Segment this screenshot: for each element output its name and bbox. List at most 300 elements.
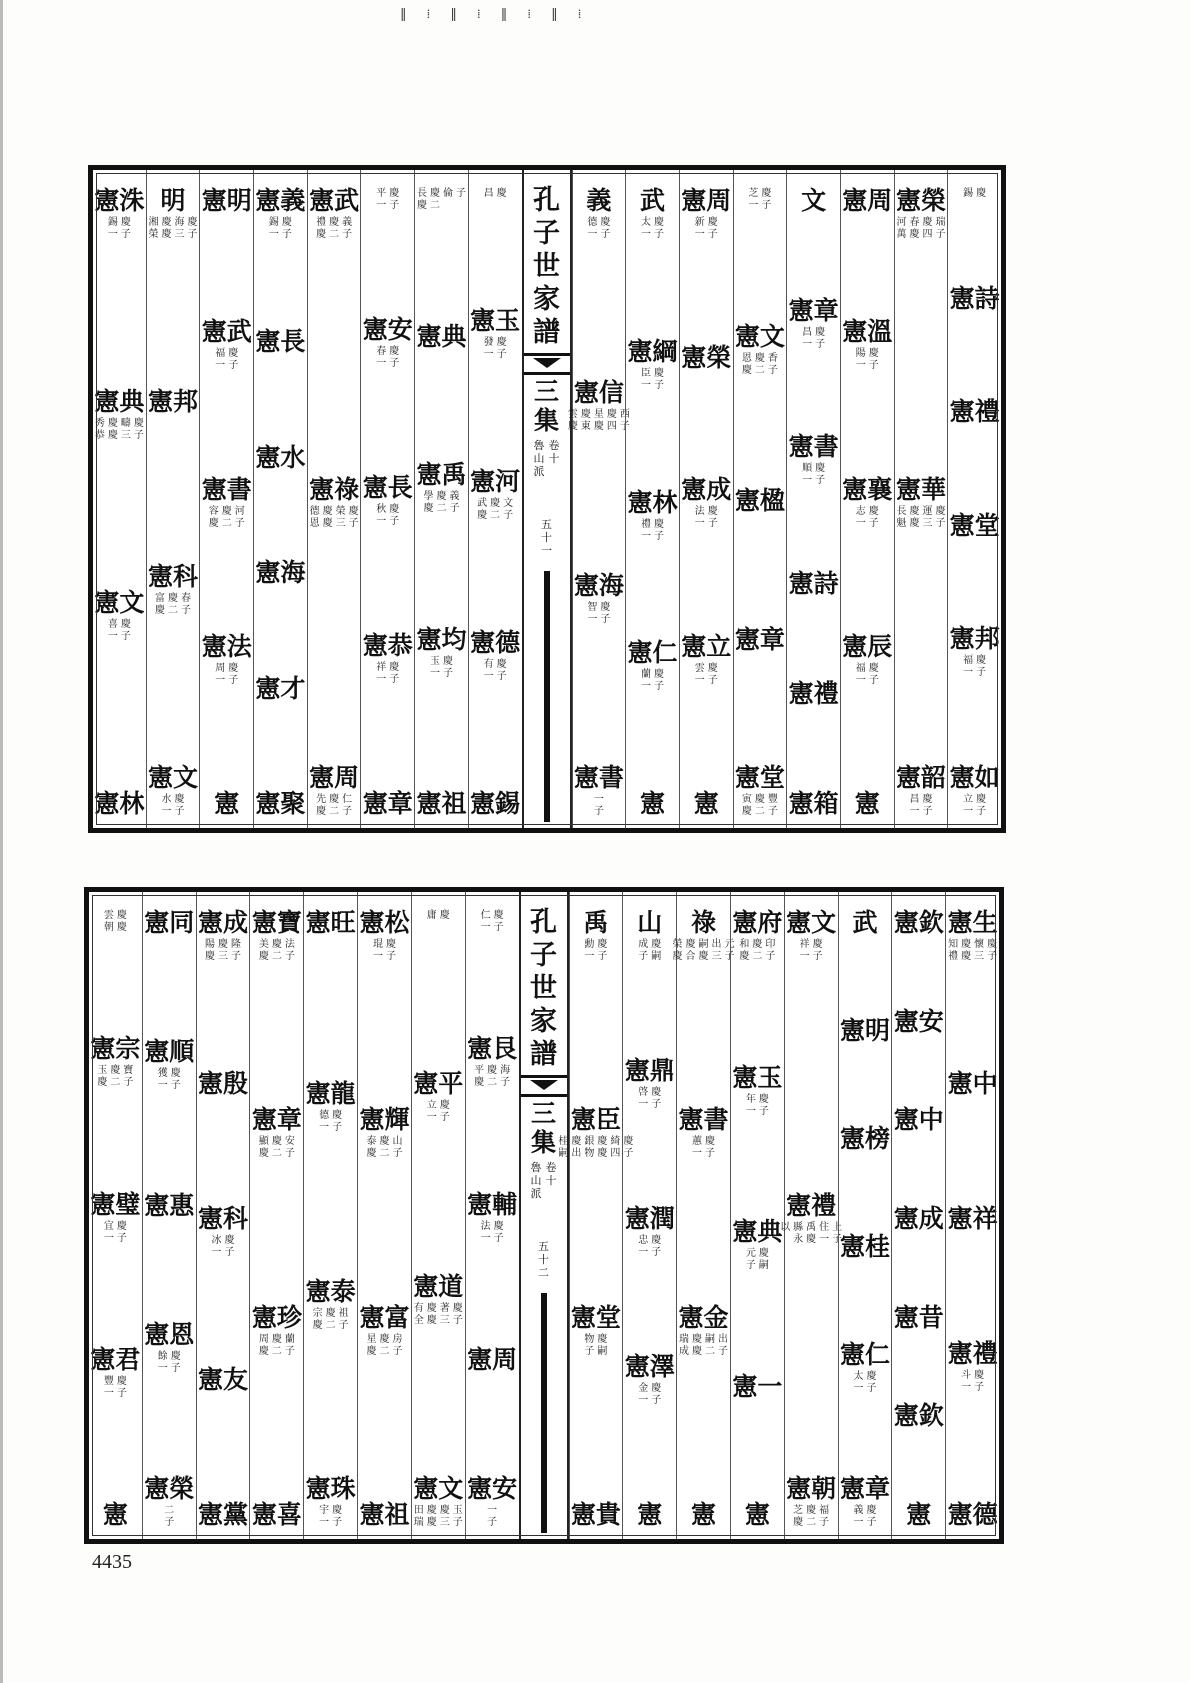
note-line: 慶子 xyxy=(761,188,772,211)
person-entry xyxy=(413,1474,463,1529)
lineage-note xyxy=(896,217,946,241)
person-name: 憲周 xyxy=(309,763,360,792)
person-name: 憲 xyxy=(693,789,719,818)
note-line: 海三 xyxy=(174,217,185,240)
lineage-note xyxy=(268,217,292,241)
person-name: 憲林 xyxy=(94,789,145,818)
note-line: 運三 xyxy=(922,505,933,529)
person-entry xyxy=(363,631,413,686)
note-line: 顯慶 xyxy=(258,1136,269,1160)
note-line: 法一 xyxy=(694,505,705,529)
person-entry xyxy=(894,1204,944,1233)
note-line: 慶 xyxy=(439,910,450,921)
lineage-note xyxy=(155,593,192,617)
note-line: 陽慶 xyxy=(205,939,216,962)
person-entry xyxy=(252,1500,302,1529)
lineage-note xyxy=(94,418,144,442)
lineage-note xyxy=(215,663,239,687)
note-line: 芝慶 xyxy=(793,1505,804,1528)
note-line: 慶慶 xyxy=(597,1136,608,1160)
note-line: 慶子 xyxy=(707,217,718,240)
person-entry xyxy=(376,186,400,212)
note-line: 蘭一 xyxy=(641,669,652,693)
note-line: 安子 xyxy=(284,1136,295,1160)
genealogy-column xyxy=(465,892,519,1539)
genealogy-column xyxy=(249,892,303,1539)
genealogy-column xyxy=(146,170,200,828)
note-line: 禮慶 xyxy=(316,217,327,240)
note-line: 湘榮 xyxy=(148,217,159,240)
genealogy-column xyxy=(786,170,840,828)
person-entry xyxy=(625,1352,675,1407)
center-title-column xyxy=(519,892,569,1539)
person-entry xyxy=(625,1204,675,1259)
lineage-note xyxy=(211,1235,235,1259)
note-line: 銀物 xyxy=(584,1136,595,1160)
genealogy-column xyxy=(672,892,735,1539)
genealogy-column xyxy=(142,892,196,1539)
chapter-meta xyxy=(533,439,560,478)
person-entry xyxy=(416,322,466,351)
person-entry xyxy=(681,632,731,687)
lineage-note xyxy=(366,1334,403,1358)
person-entry xyxy=(90,1345,140,1400)
note-line: 芝一 xyxy=(748,188,759,211)
note-line: 慶子 xyxy=(600,601,611,625)
person-name: 憲如 xyxy=(949,762,1000,792)
person-name: 憲貴 xyxy=(570,1499,621,1529)
note-line: 慶子 xyxy=(651,1235,662,1258)
note-line: 勳一 xyxy=(584,939,595,962)
note-line: 玉慶 xyxy=(97,1065,108,1089)
person-name: 憲周 xyxy=(467,1344,518,1374)
person-entry xyxy=(681,186,731,241)
person-entry xyxy=(252,908,302,963)
person-name: 憲堂 xyxy=(570,1302,621,1332)
leaf-number: 五十一 xyxy=(541,518,552,557)
note-line: 慶子 xyxy=(281,217,292,240)
person-entry xyxy=(359,1500,409,1529)
lineage-note xyxy=(426,910,450,922)
genealogy-column xyxy=(307,170,361,828)
lineage-note xyxy=(413,1505,463,1529)
note-line: 恩慶 xyxy=(741,352,752,376)
lineage-note xyxy=(780,1222,843,1246)
note-line: 榮慶 xyxy=(672,939,683,962)
person-name: 憲書 xyxy=(573,762,624,792)
lineage-note xyxy=(748,188,772,212)
person-name: 憲明 xyxy=(839,1016,890,1045)
note-line: 法子 xyxy=(284,939,295,962)
person-entry xyxy=(252,1105,302,1160)
note-line: 慶子 xyxy=(228,662,239,686)
person-name: 憲輔 xyxy=(467,1189,518,1219)
note-line: 先慶 xyxy=(316,794,327,817)
person-name: 憲祖 xyxy=(416,789,467,818)
note-line: 海子 xyxy=(500,1065,511,1089)
person-name: 憲恭 xyxy=(362,631,413,660)
note-line: 庸 xyxy=(426,910,437,921)
note-line: 德恩 xyxy=(309,505,320,529)
person-name: 憲中 xyxy=(947,1069,998,1098)
person-name: 憲長 xyxy=(255,327,306,357)
note-line: 長慶 xyxy=(416,188,427,211)
person-entry xyxy=(202,186,252,215)
note-line: 慶嗣 xyxy=(597,1333,608,1357)
note-line: 瑞成 xyxy=(679,1333,690,1357)
person-entry xyxy=(148,562,198,617)
note-line: 琨一 xyxy=(372,939,383,962)
person-name: 憲松 xyxy=(359,908,410,937)
person-name: 憲安 xyxy=(893,1006,944,1036)
note-line: 慶子 xyxy=(974,1370,985,1393)
person-entry xyxy=(255,674,305,703)
note-line: 宗慶 xyxy=(312,1307,323,1331)
note-line: 雲朝 xyxy=(103,910,114,933)
person-entry xyxy=(306,908,356,937)
person-entry xyxy=(144,1320,194,1375)
note-line: 慶子 xyxy=(654,669,665,693)
note-line: 蘭子 xyxy=(284,1333,295,1357)
lineage-note xyxy=(853,1371,877,1395)
genealogy-column xyxy=(411,892,465,1539)
person-name: 憲明 xyxy=(201,186,252,215)
person-entry xyxy=(583,908,608,963)
note-line: 慶二 xyxy=(168,593,179,616)
person-name: 憲昔 xyxy=(893,1302,944,1332)
person-name: 憲一 xyxy=(732,1371,783,1401)
person-name: 山 xyxy=(637,908,663,937)
note-line: 慶合 xyxy=(685,939,696,962)
note-line: 慶子 xyxy=(868,505,879,529)
person-entry xyxy=(855,789,880,818)
person-entry xyxy=(426,908,450,922)
lineage-note xyxy=(679,1334,729,1358)
lineage-note xyxy=(638,1235,662,1259)
person-entry xyxy=(840,1016,890,1045)
lineage-note xyxy=(215,348,239,372)
note-line: 啓一 xyxy=(638,1087,649,1110)
person-name: 憲玉 xyxy=(732,1062,783,1092)
note-line: 宇一 xyxy=(319,1504,330,1528)
person-name: 憲詩 xyxy=(788,568,839,598)
note-line: 春慶 xyxy=(909,217,920,240)
person-entry xyxy=(255,789,305,818)
note-line: 田瑞 xyxy=(413,1504,424,1528)
person-entry xyxy=(948,1204,998,1233)
note-line: 慶子 xyxy=(389,346,400,369)
note-line: 年一 xyxy=(745,1093,756,1117)
person-entry xyxy=(144,1037,194,1092)
note-line: 慶子 xyxy=(389,188,400,211)
note-line: 慶子 xyxy=(187,217,198,240)
person-entry xyxy=(679,1303,729,1358)
person-name: 憲章 xyxy=(362,789,413,818)
person-entry xyxy=(144,1474,194,1529)
lineage-note xyxy=(312,1308,349,1332)
person-entry xyxy=(672,908,735,963)
note-line: 慶 xyxy=(496,188,507,199)
genealogy-column xyxy=(730,892,784,1539)
note-line: 嗣二 xyxy=(705,1333,716,1357)
note-line: 慶二 xyxy=(221,505,232,529)
person-name: 憲武 xyxy=(201,317,252,347)
person-entry xyxy=(198,1204,248,1259)
person-entry xyxy=(780,1191,843,1246)
note-line: 上子 xyxy=(832,1222,843,1245)
lineage-note xyxy=(793,1505,830,1529)
note-line: 二子 xyxy=(164,1505,175,1528)
person-entry xyxy=(483,186,507,200)
lineage-note xyxy=(103,910,127,934)
genealogy-column xyxy=(558,892,634,1539)
note-line: 慶子 xyxy=(868,348,879,372)
genealogy-column xyxy=(357,892,411,1539)
note-line: 宜一 xyxy=(103,1220,114,1244)
person-name: 憲成 xyxy=(681,474,732,504)
person-entry xyxy=(637,1500,662,1529)
person-entry xyxy=(198,1365,248,1394)
lineage-note xyxy=(961,1370,985,1394)
lineage-note xyxy=(641,669,665,693)
lineage-note xyxy=(366,1136,403,1160)
person-entry xyxy=(574,763,624,818)
person-entry xyxy=(732,1372,782,1401)
note-line: 慶子 xyxy=(654,367,665,391)
genealogy-column xyxy=(945,892,999,1539)
person-entry xyxy=(789,679,839,708)
note-line: 慶慶 xyxy=(692,1333,703,1357)
note-line: 慶二 xyxy=(271,1136,282,1160)
person-name: 憲德 xyxy=(947,1500,998,1529)
person-entry xyxy=(144,908,194,937)
lineage-note xyxy=(641,217,665,241)
person-name: 憲禮 xyxy=(947,1339,998,1368)
lineage-note xyxy=(909,794,933,818)
note-line: 慶慶 xyxy=(322,505,333,529)
lineage-note xyxy=(853,1505,877,1529)
lineage-note xyxy=(745,1248,769,1272)
person-entry xyxy=(94,387,144,442)
person-entry xyxy=(842,632,892,687)
note-line: 慶子 xyxy=(439,1100,450,1124)
person-entry xyxy=(202,475,252,530)
person-name: 憲章 xyxy=(788,296,839,326)
lineage-note xyxy=(948,939,998,963)
person-entry xyxy=(896,475,946,530)
note-line: 秋一 xyxy=(376,504,387,527)
note-line: 長魁 xyxy=(896,505,907,529)
person-name: 憲欽 xyxy=(893,908,944,937)
genealogy-column xyxy=(414,170,468,828)
person-entry xyxy=(359,1105,409,1160)
person-entry xyxy=(90,1034,140,1089)
person-entry xyxy=(94,789,144,818)
note-line: 陽一 xyxy=(855,348,866,372)
person-entry xyxy=(732,908,782,963)
person-name: 憲富 xyxy=(359,1302,410,1332)
person-entry xyxy=(786,908,836,963)
note-line: 物子 xyxy=(584,1333,595,1357)
person-entry xyxy=(840,1232,890,1261)
note-line: 慶子 xyxy=(654,217,665,240)
genealogy-column xyxy=(894,170,948,828)
note-line: 寅慶 xyxy=(741,794,752,817)
note-line: 慶二 xyxy=(271,1333,282,1357)
note-line: 禹慶 xyxy=(806,1222,817,1245)
person-name: 憲珠 xyxy=(305,1473,356,1503)
note-line: 慶子 xyxy=(705,1136,716,1160)
person-name: 憲順 xyxy=(144,1036,195,1066)
person-name: 憲祥 xyxy=(947,1204,998,1233)
person-name: 憲欽 xyxy=(893,1401,944,1431)
genealogy-column xyxy=(947,170,1001,828)
person-name: 憲周 xyxy=(842,186,893,215)
person-name: 憲榜 xyxy=(839,1124,890,1153)
lineage-note xyxy=(587,217,611,241)
lineage-note xyxy=(97,1065,134,1089)
person-entry xyxy=(416,186,466,212)
person-name: 憲立 xyxy=(681,631,732,661)
lineage-note xyxy=(103,1221,127,1245)
person-name: 憲文 xyxy=(786,908,837,937)
note-line: 桂嗣 xyxy=(558,1136,569,1160)
note-line: 慶子 xyxy=(174,794,185,817)
person-entry xyxy=(198,1069,248,1098)
note-line: 祖子 xyxy=(338,1307,349,1331)
note-line: 慶子 xyxy=(120,619,131,642)
person-entry xyxy=(252,1303,302,1358)
note-line: 法一 xyxy=(480,1220,491,1244)
lineage-note xyxy=(739,939,776,963)
lineage-note xyxy=(372,939,396,963)
person-name: 憲信 xyxy=(573,378,624,408)
person-name: 憲華 xyxy=(895,474,946,504)
person-name: 憲長 xyxy=(362,473,413,502)
note-line: 慶子 xyxy=(935,505,946,529)
person-name: 憲典 xyxy=(416,321,467,351)
lineage-note xyxy=(593,794,604,818)
person-name: 憲澤 xyxy=(624,1352,675,1381)
note-line: 仁一 xyxy=(480,910,491,933)
person-name: 憲府 xyxy=(732,908,783,937)
person-entry xyxy=(894,1303,944,1332)
person-entry xyxy=(948,1339,998,1394)
note-line: 福子 xyxy=(819,1505,830,1528)
leaf-number: 五十二 xyxy=(538,1240,549,1279)
person-name: 憲禹 xyxy=(416,460,467,489)
lineage-note xyxy=(638,939,662,963)
lineage-note xyxy=(802,463,826,487)
note-line: 忠一 xyxy=(638,1235,649,1258)
person-entry xyxy=(745,1500,770,1529)
note-line: 慶慶 xyxy=(909,505,920,529)
note-line: 慶子 xyxy=(597,939,608,962)
lineage-note xyxy=(148,217,198,241)
lineage-note xyxy=(416,188,466,212)
note-line: 發一 xyxy=(483,337,494,360)
book-title: 孔子世家譜 xyxy=(533,185,560,348)
person-name: 憲朝 xyxy=(786,1474,837,1503)
note-line: 慶二 xyxy=(754,794,765,817)
person-entry xyxy=(363,473,413,528)
person-name: 憲典 xyxy=(732,1217,783,1246)
lineage-note xyxy=(487,1505,498,1529)
note-line: 慶慶 xyxy=(961,939,972,962)
person-name: 憲安 xyxy=(467,1474,518,1503)
lineage-note xyxy=(258,1334,295,1358)
note-line: 慶子 xyxy=(651,1087,662,1110)
note-line: 祥一 xyxy=(376,662,387,685)
person-name: 憲旺 xyxy=(305,908,356,937)
note-line: 慶子 xyxy=(707,505,718,529)
note-line: 慶子 xyxy=(707,662,718,686)
genealogy-column xyxy=(840,170,894,828)
note-line: 慶子 xyxy=(348,505,359,529)
person-entry xyxy=(735,486,785,515)
person-entry xyxy=(694,789,719,818)
note-line: 太一 xyxy=(641,217,652,240)
note-line: 星慶 xyxy=(366,1333,377,1357)
lineage-note xyxy=(587,602,611,626)
person-name: 憲河 xyxy=(470,467,521,496)
lineage-note xyxy=(963,655,987,679)
person-name: 憲文 xyxy=(413,1473,464,1503)
note-line: 志一 xyxy=(855,505,866,529)
note-line: 雲一 xyxy=(694,662,705,686)
note-line: 慶二 xyxy=(754,352,765,376)
note-line: 疇三 xyxy=(120,418,131,441)
person-name: 憲禮 xyxy=(786,1191,837,1220)
note-line: 學慶 xyxy=(423,491,434,514)
note-line: 慶子 xyxy=(493,1220,504,1244)
person-entry xyxy=(748,186,772,212)
note-line: 雲慶 xyxy=(567,409,578,433)
genealogy-column xyxy=(199,170,253,828)
person-name: 憲德 xyxy=(470,628,521,657)
note-line: 慶子 xyxy=(496,659,507,682)
person-entry xyxy=(840,1474,890,1529)
person-name: 憲禮 xyxy=(949,397,1000,427)
note-line: 臣一 xyxy=(641,367,652,391)
note-line: 一子 xyxy=(487,1505,498,1528)
lineage-note xyxy=(319,1110,343,1134)
person-entry xyxy=(625,1056,675,1111)
note-line: 慶二 xyxy=(379,1136,390,1160)
lineage-note xyxy=(429,656,453,680)
book-title: 孔子世家譜 xyxy=(530,907,557,1070)
note-line: 玉子 xyxy=(452,1504,463,1528)
person-entry xyxy=(896,763,946,818)
person-entry xyxy=(628,337,678,392)
person-name: 憲義 xyxy=(255,186,306,215)
note-line: 慶子 xyxy=(452,1302,463,1326)
lineage-note xyxy=(480,1221,504,1245)
lineage-note xyxy=(855,348,879,372)
person-name: 祿 xyxy=(691,908,717,937)
person-name: 憲科 xyxy=(148,562,199,591)
note-line: 子 xyxy=(455,188,466,199)
lineage-note xyxy=(741,353,778,377)
person-entry xyxy=(789,432,839,487)
genealogy-column xyxy=(93,170,146,828)
person-entry xyxy=(94,186,144,241)
person-name: 憲寶 xyxy=(251,908,302,937)
person-name: 憲聚 xyxy=(255,788,306,818)
lineage-note xyxy=(316,794,353,818)
note-line: 慶四 xyxy=(922,217,933,240)
person-entry xyxy=(640,186,665,241)
